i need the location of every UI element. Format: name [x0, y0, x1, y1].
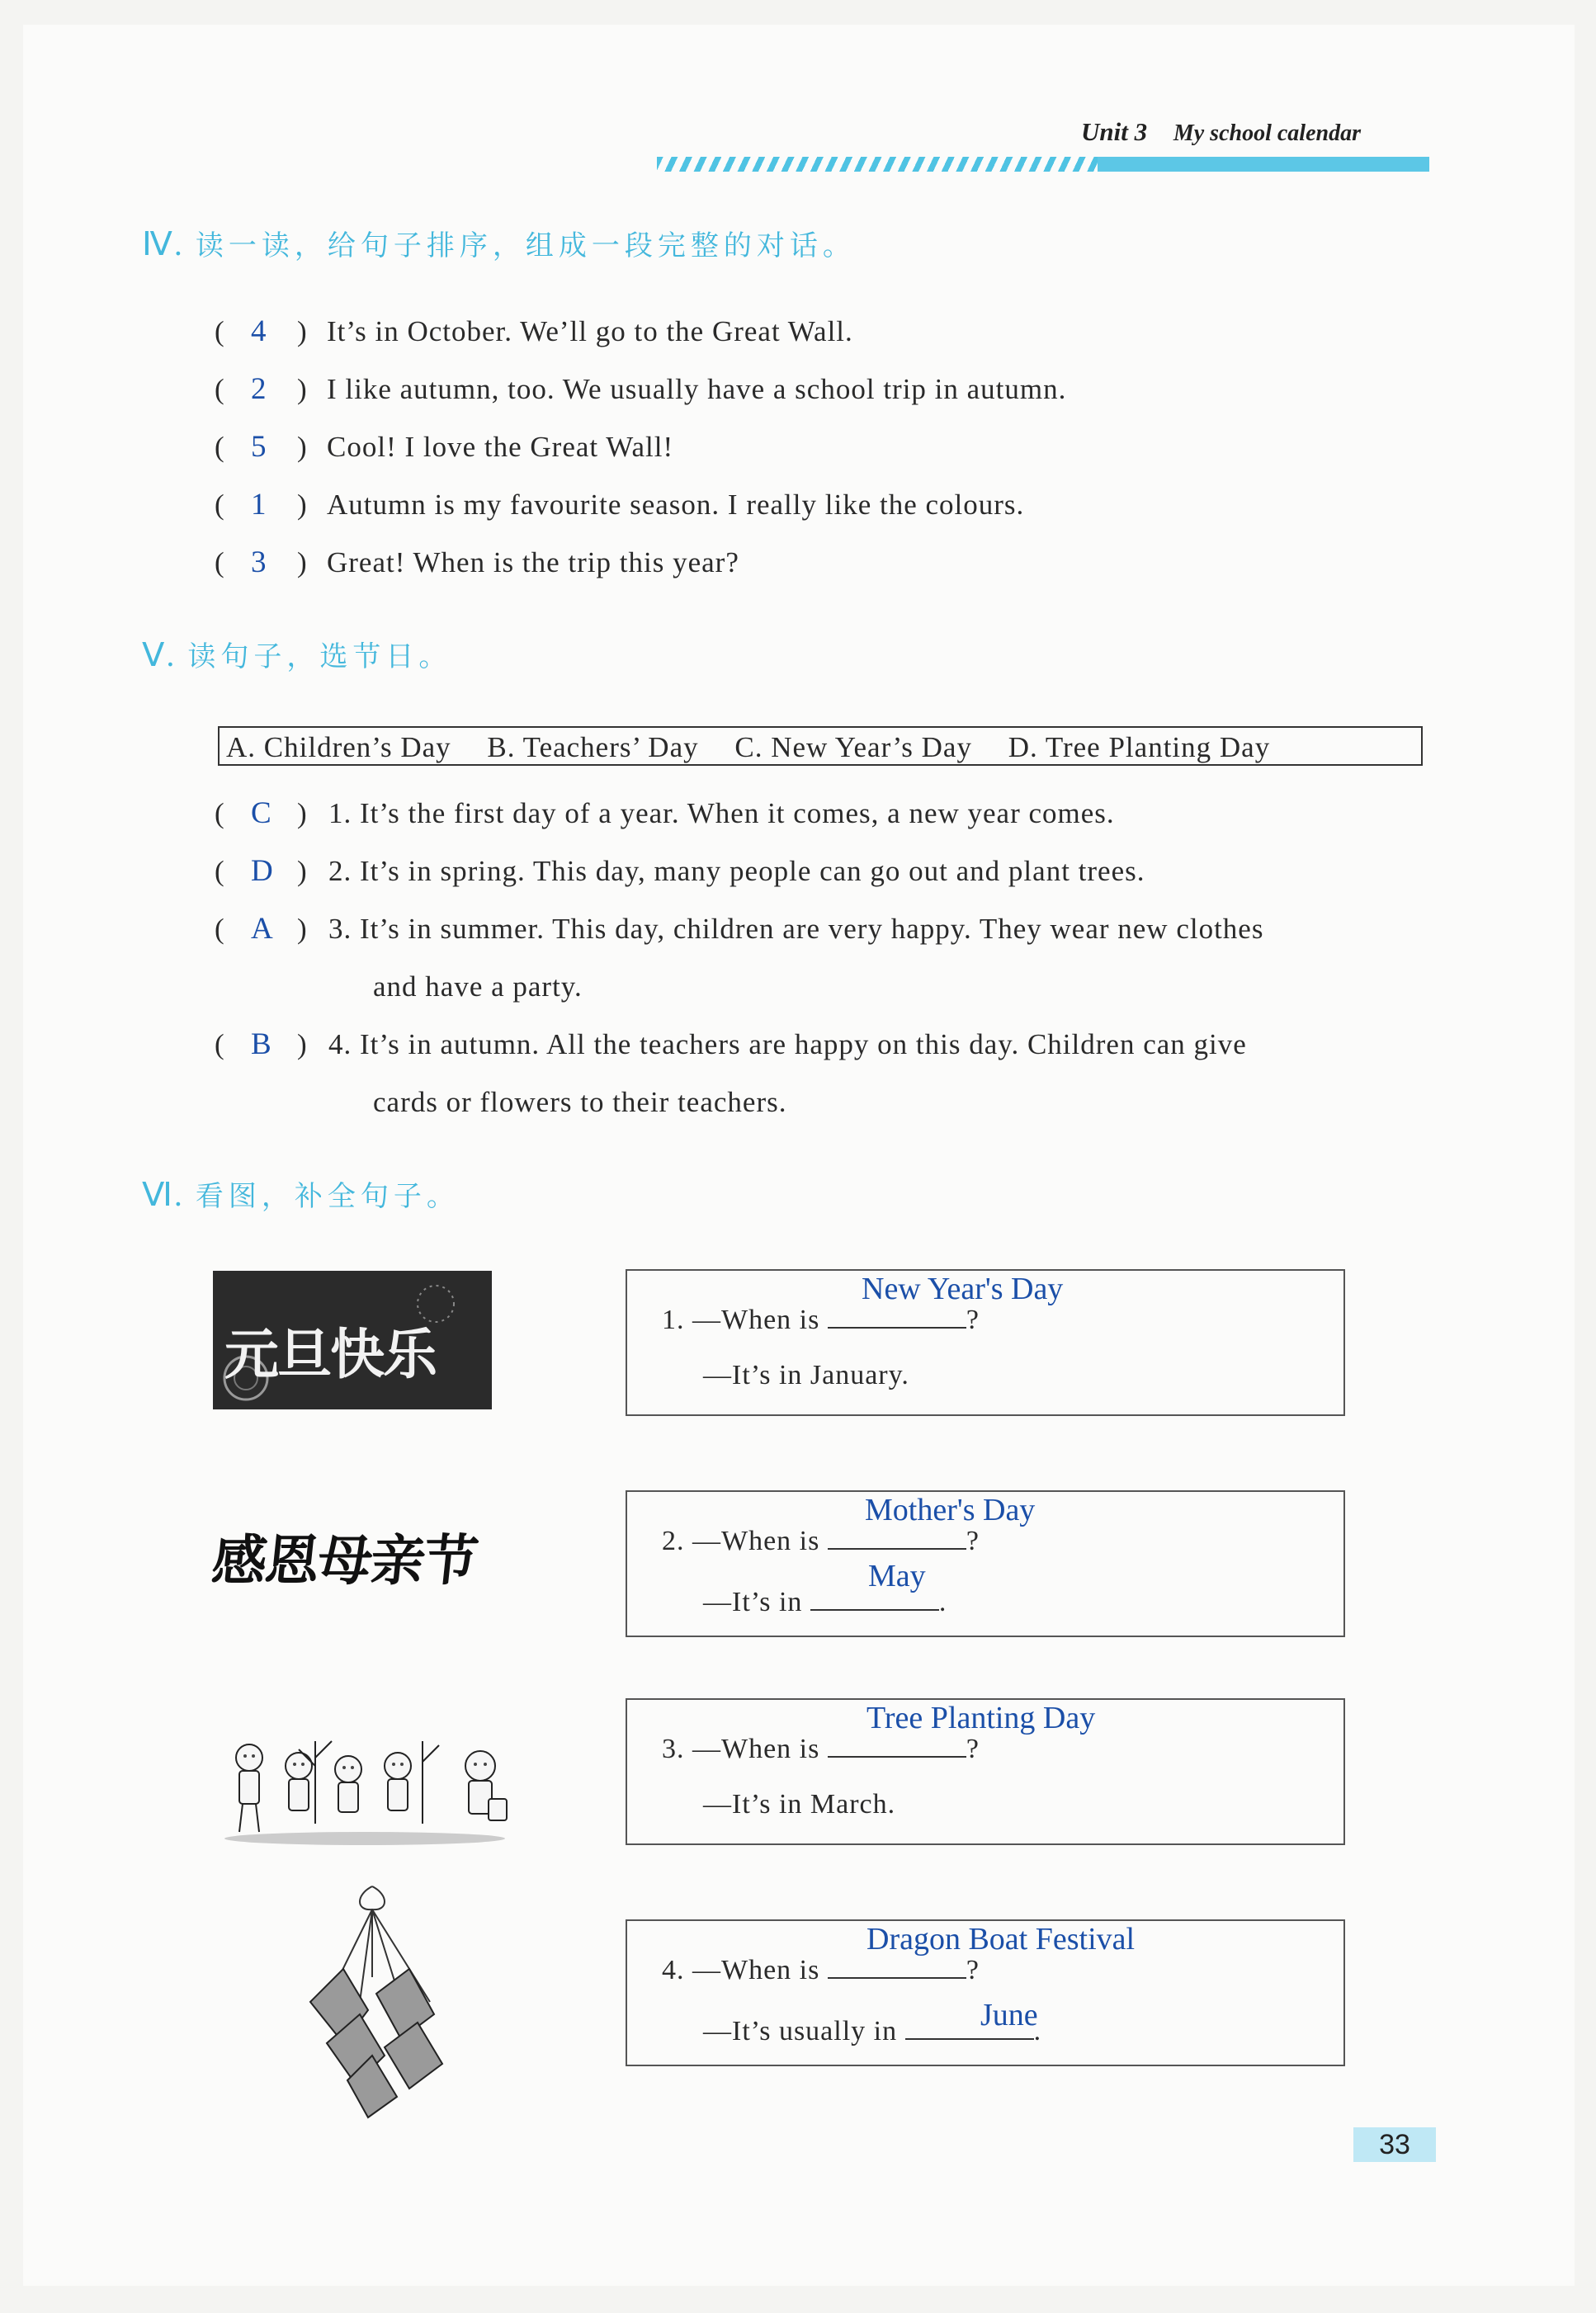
- answer-number: 2: [251, 372, 267, 406]
- ordering-item: ( 5 ) Cool! I love the Great Wall!: [215, 430, 674, 464]
- ordering-item: ( 3 ) Great! When is the trip this year?: [215, 545, 739, 579]
- ordering-item: ( 2 ) I like autumn, too. We usually have a school trip in autumn.: [215, 372, 1067, 406]
- tree-planting-picture: [216, 1716, 513, 1853]
- option-a: A. Children’s Day: [226, 731, 451, 763]
- children-planting-illustration: [216, 1716, 513, 1848]
- handwritten-answer: May: [868, 1559, 926, 1593]
- holiday-item: ( D ) 2. It’s in spring. This day, many people can go out and plant trees.: [215, 854, 1145, 888]
- options-box: [218, 726, 1423, 766]
- answer-number: 1: [251, 488, 267, 522]
- running-header: [1081, 117, 1361, 147]
- question-box-3: 3. —When is ? —It’s in March. Tree Planting Day: [626, 1698, 1345, 1845]
- header-stripe-hatch: [657, 157, 1103, 172]
- holiday-item: ( A ) 3. It’s in summer. This day, children are very happy. They wear new clothes: [215, 912, 1264, 946]
- question-box-2: 2. —When is ? —It’s in . Mother's Day May: [626, 1490, 1345, 1637]
- unit-title: My school calendar: [1173, 120, 1361, 146]
- answer-letter: A: [251, 912, 274, 946]
- holiday-item: ( B ) 4. It’s in autumn. All the teachers are happy on this day. Children can give: [215, 1027, 1247, 1061]
- option-d: D. Tree Planting Day: [1008, 731, 1271, 763]
- page-number: 33: [1353, 2127, 1436, 2162]
- new-year-text: 元旦快乐: [224, 1323, 436, 1386]
- answer-letter: C: [251, 796, 272, 830]
- zongzi-bundle-illustration: [277, 1878, 467, 2126]
- option-b: B. Teachers’ Day: [487, 731, 699, 763]
- handwritten-answer: Dragon Boat Festival: [866, 1922, 1136, 1957]
- question-box-4: 4. —When is ? —It’s usually in . Dragon Boat Festival June: [626, 1919, 1345, 2066]
- unit-label: Unit 3: [1081, 117, 1148, 146]
- holiday-item-continuation: cards or flowers to their teachers.: [373, 1086, 787, 1118]
- question-box-1: 1. —When is ? —It’s in January. New Year's Day: [626, 1269, 1345, 1416]
- mothers-day-calligraphy: 感恩母亲节: [209, 1528, 480, 1593]
- answer-letter: D: [251, 854, 274, 888]
- handwritten-answer: Mother's Day: [865, 1493, 1036, 1527]
- new-year-picture: [213, 1271, 492, 1409]
- answer-number: 5: [251, 430, 267, 464]
- handwritten-answer: New Year's Day: [862, 1272, 1064, 1306]
- answer-letter: B: [251, 1027, 272, 1061]
- handwritten-answer: June: [980, 1998, 1038, 2032]
- ordering-item: ( 4 ) It’s in October. We’ll go to the Great Wall.: [215, 314, 853, 348]
- section-4-heading: Ⅳ. 读一读，给句子排序，组成一段完整的对话。: [142, 225, 856, 262]
- header-stripe-solid: [1098, 157, 1429, 172]
- option-c: C. New Year’s Day: [734, 731, 972, 763]
- holiday-item: ( C ) 1. It’s the first day of a year. When it comes, a new year comes.: [215, 796, 1115, 830]
- section-6-heading: Ⅵ. 看图，补全句子。: [142, 1176, 460, 1213]
- section-5-heading: Ⅴ. 读句子，选节日。: [142, 636, 452, 673]
- holiday-item-continuation: and have a party.: [373, 970, 583, 1003]
- ordering-item: ( 1 ) Autumn is my favourite season. I really like the colours.: [215, 488, 1025, 522]
- handwritten-answer: Tree Planting Day: [866, 1701, 1096, 1735]
- zongzi-picture: [277, 1878, 467, 2130]
- answer-number: 3: [251, 545, 267, 579]
- answer-number: 4: [251, 314, 267, 348]
